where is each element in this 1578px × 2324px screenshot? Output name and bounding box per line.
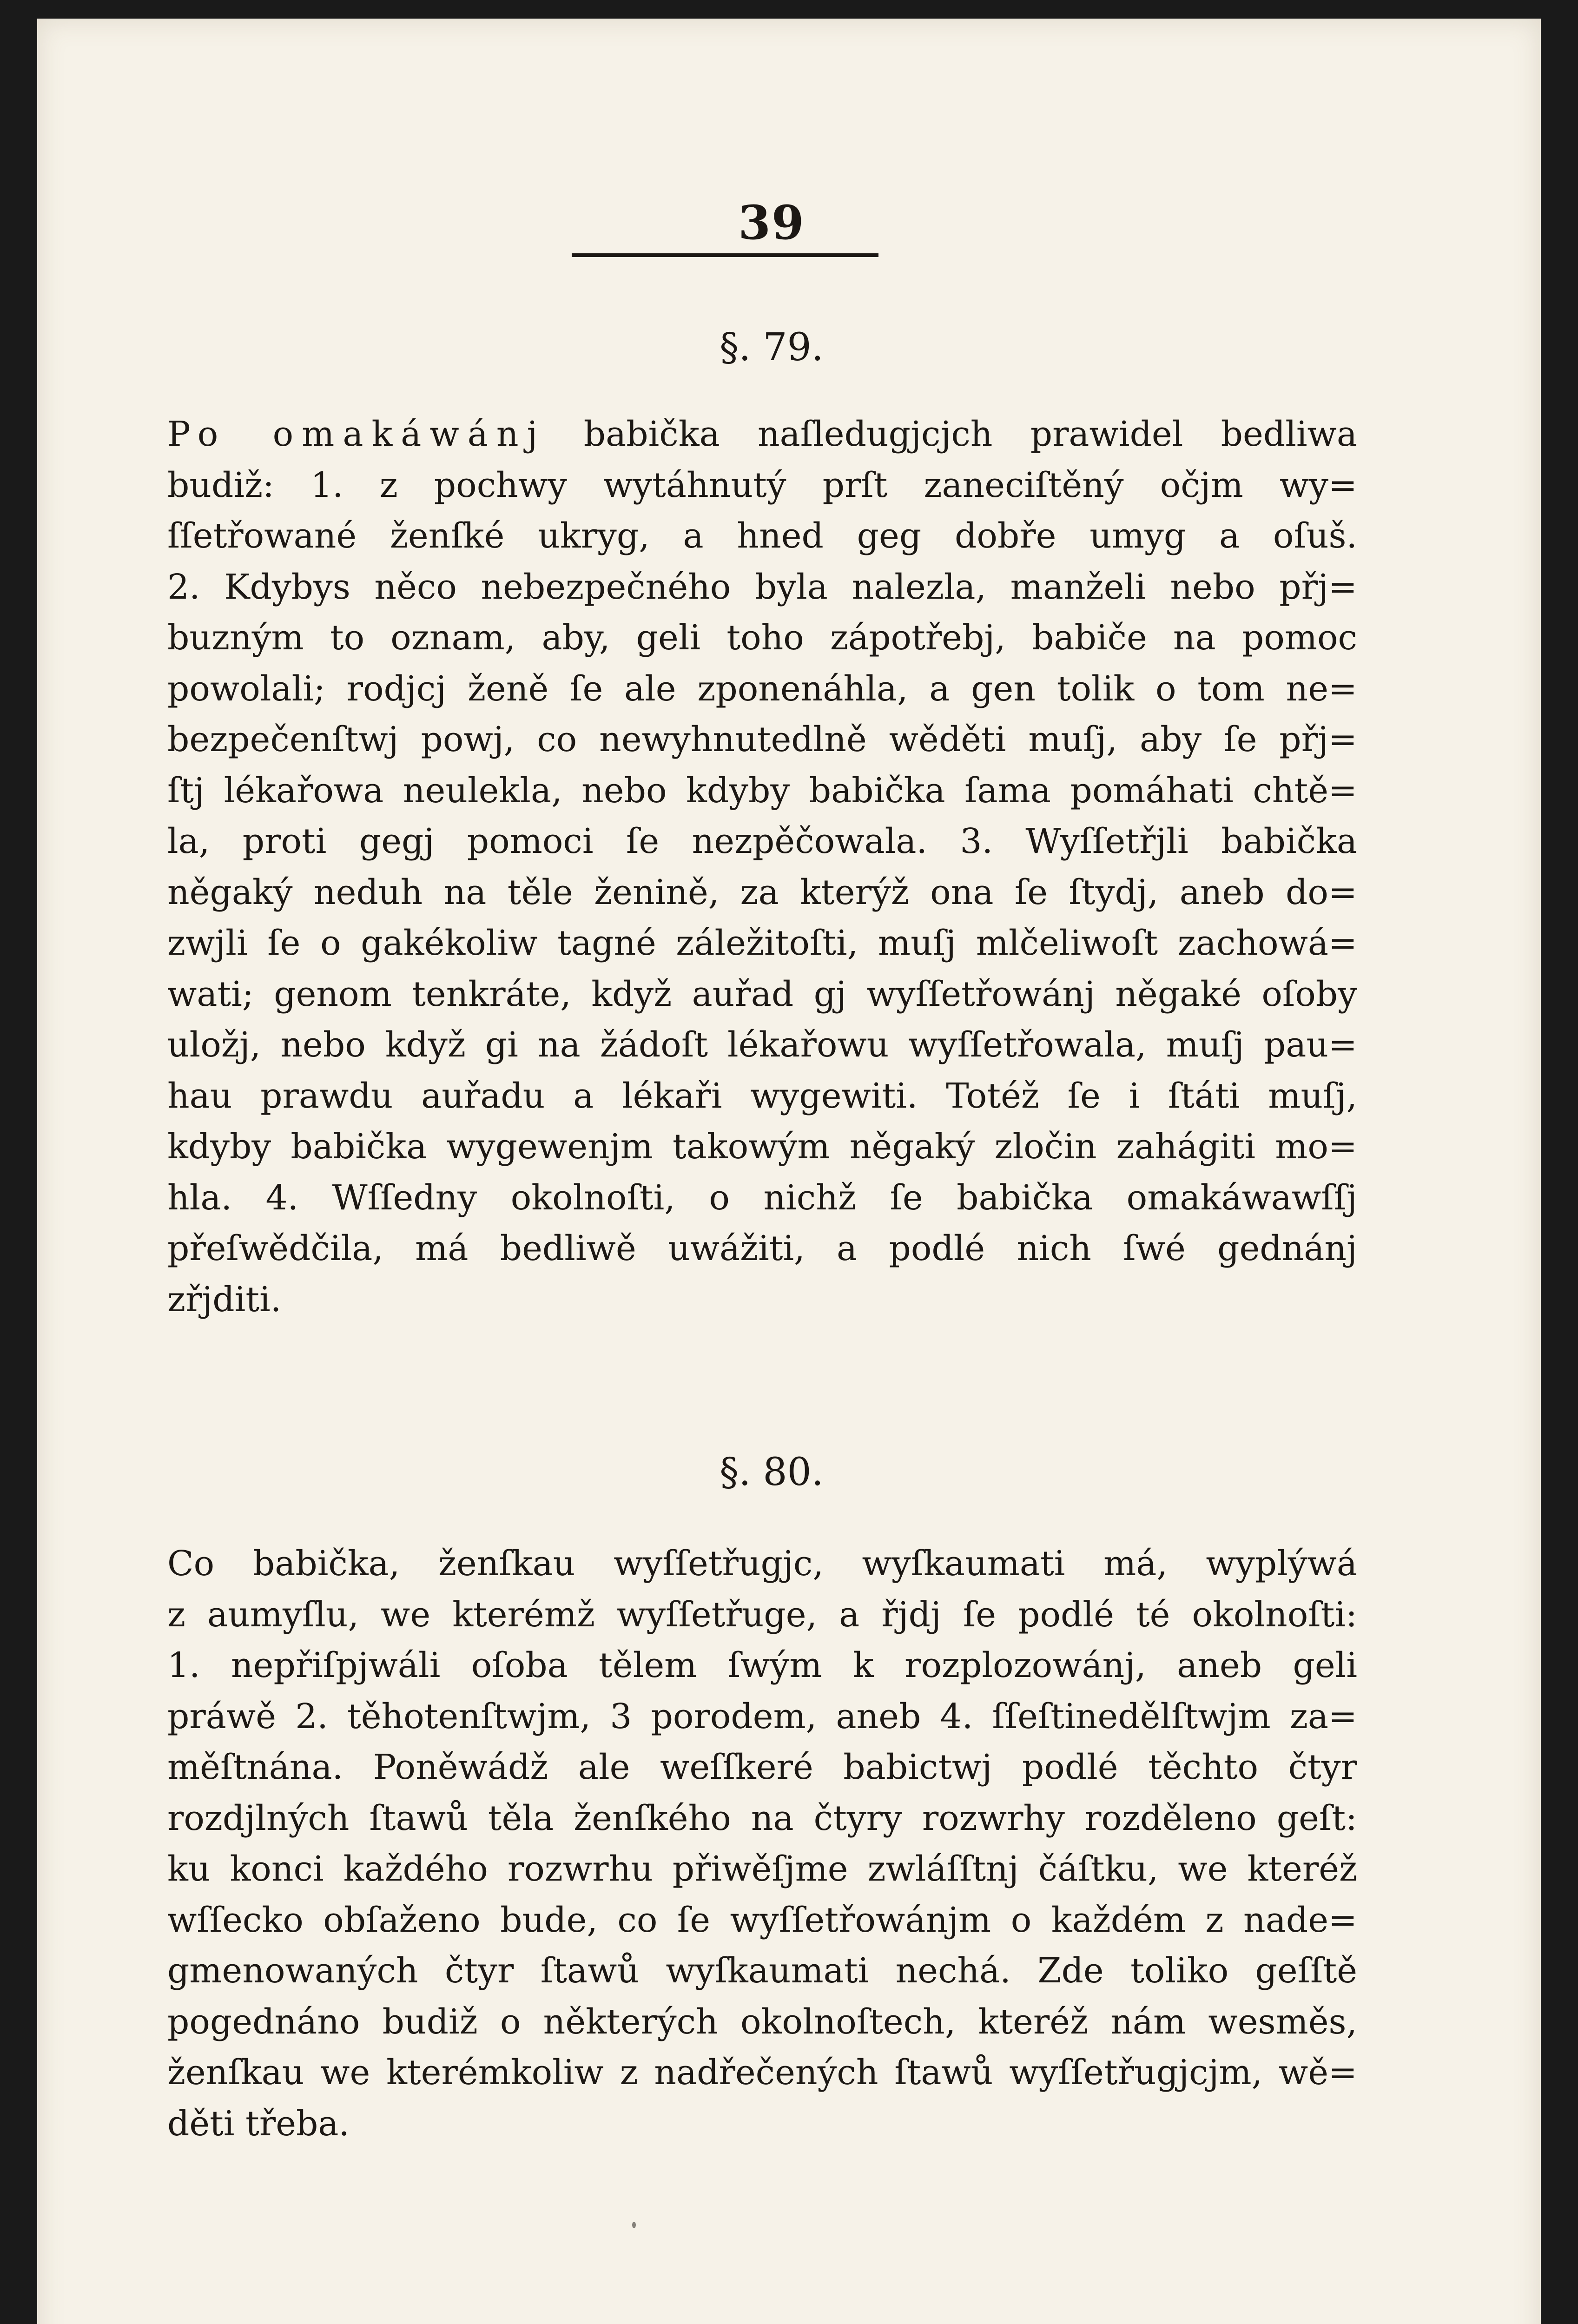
section-heading-79: §. 79. (720, 325, 824, 370)
text-line: Co babička, ženſkau wyſſetřugjc, wyſkaumati má, wyplýwá (167, 1544, 1357, 1584)
text-line: wati; genom tenkráte, když auřad gj wyſſetřowánj něgaké oſoby (167, 974, 1357, 1014)
text-line: něgaký neduh na těle ženině, za kterýž ona ſe ſtydj, aneb do= (167, 872, 1357, 912)
text-line: z aumyſlu, we kterémž wyſſetřuge, a řjdj ſe podlé té okolnoſti: (167, 1594, 1357, 1635)
text-line: děti třeba. (167, 2103, 350, 2144)
section-heading-80: §. 80. (720, 1450, 824, 1494)
text-line: gmenowaných čtyr ſtawů wyſkaumati nechá. Zde toliko geſſtě (167, 1951, 1357, 1991)
text-line: powolali; rodjcj ženě ſe ale zponenáhla, a gen tolik o tom ne= (167, 668, 1357, 709)
text-line: budiž: 1. z pochwy wytáhnutý prſt zaneciſtěný očjm wy= (167, 465, 1357, 505)
text-line: la, proti gegj pomoci ſe nezpěčowala. 3. Wyſſetřjli babička (167, 821, 1357, 861)
lead-words: Po omakáwánj (167, 414, 546, 454)
text-line: ženſkau we kterémkoliw z nadřečených ſtawů wyſſetřugjcjm, wě= (167, 2053, 1357, 2093)
text-line: kdyby babička wygewenjm takowým něgaký zločin zahágiti mo= (167, 1127, 1357, 1167)
paragraph-80 (167, 1538, 1357, 2149)
text-line: přeſwědčila, má bedliwě uwážiti, a podlé nich ſwé gednánj (167, 1228, 1357, 1268)
text-line (167, 409, 1357, 460)
text-line: wſſecko obſaženo bude, co ſe wyſſetřowánjm o každém z nade= (167, 1900, 1357, 1940)
ink-speck (632, 2222, 636, 2228)
text-line: zřjditi. (167, 1279, 282, 1320)
text-line: rozdjlných ſtawů těla ženſkého na čtyry rozwrhy rozděleno geſt: (167, 1798, 1357, 1838)
text-line: buzným to oznam, aby, geli toho zápotřebj, babiče na pomoc (167, 618, 1357, 658)
book-page (37, 19, 1541, 2324)
text-line: ſtj lékařowa neulekla, nebo kdyby babička ſama pomáhati chtě= (167, 770, 1357, 811)
paragraph-79 (167, 409, 1357, 1325)
text-line: pogednáno budiž o některých okolnoſtech, kteréž nám wesměs, (167, 2001, 1357, 2042)
text-line: 1. nepřiſpjwáli oſoba tělem ſwým k rozplozowánj, aneb geli (167, 1645, 1357, 1685)
text-line: 2. Kdybys něco nebezpečného byla nalezla, manželi nebo přj= (167, 567, 1357, 607)
text-line: práwě 2. těhotenſtwjm, 3 porodem, aneb 4. ſſeſtinedělſtwjm za= (167, 1696, 1357, 1736)
text-line: ku konci každého rozwrhu přiwěſjme zwláſſtnj čáſtku, we kteréž (167, 1849, 1357, 1889)
text-line: bezpečenſtwj powj, co newyhnutedlně wěděti muſj, aby ſe přj= (167, 720, 1357, 759)
header-rule (572, 253, 878, 257)
lead-line-rest: babička naſledugjcjch prawidel bedliwa (546, 414, 1357, 454)
text-line: zwjli ſe o gakékoliw tagné záležitoſti, muſj mlčeliwoſt zachowá= (167, 923, 1357, 963)
text-line: uložj, nebo když gi na žádoſt lékařowu wyſſetřowala, muſj pau= (167, 1025, 1357, 1065)
page-number: 39 (738, 195, 805, 250)
text-line: měſtnána. Poněwádž ale weſſkeré babictwj podlé těchto čtyr (167, 1747, 1357, 1787)
text-line: hla. 4. Wſſedny okolnoſti, o nichž ſe babička omakáwawſſj (167, 1177, 1357, 1218)
text-line: ſſetřowané ženſké ukryg, a hned geg dobře umyg a oſuš. (167, 516, 1357, 556)
text-line: hau prawdu auřadu a lékaři wygewiti. Totéž ſe i ſtáti muſj, (167, 1076, 1357, 1116)
